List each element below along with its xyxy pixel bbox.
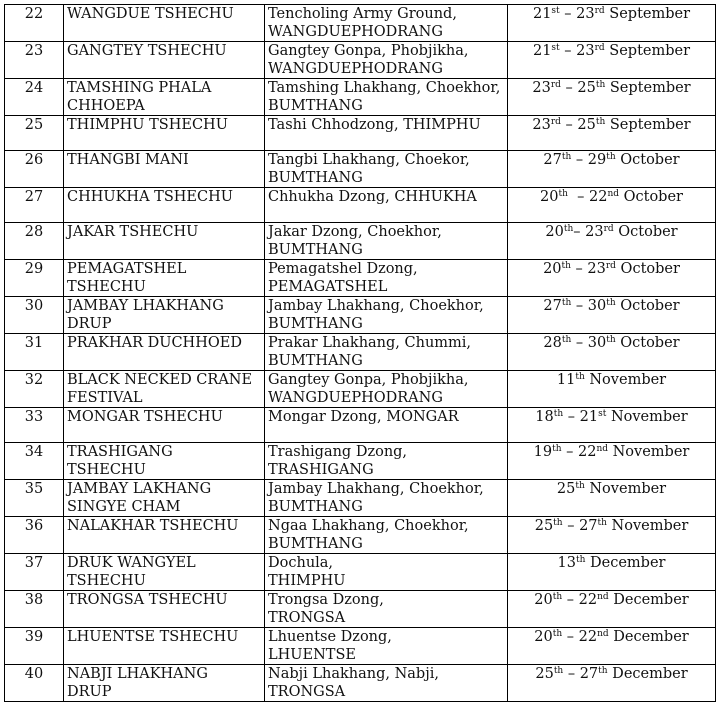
- row-number: 30: [5, 297, 64, 334]
- festival-name-line: LHUENTSE TSHECHU: [67, 629, 239, 645]
- festival-name: [64, 517, 265, 554]
- date-end-day: 29: [587, 152, 607, 168]
- row-number: 40: [5, 665, 64, 702]
- venue-line: BUMTHANG: [268, 241, 363, 258]
- date-month: December: [608, 629, 689, 645]
- festival-date: [508, 408, 716, 443]
- venue-line: Jambay Lhakhang, Choekhor,: [268, 298, 484, 314]
- date-separator: –: [559, 6, 577, 22]
- date-end-day: 22: [577, 444, 597, 460]
- date-start-day: 20: [534, 629, 553, 645]
- festival-name: [64, 480, 265, 517]
- venue-line: Tencholing Army Ground,: [268, 6, 457, 22]
- table-row: [5, 5, 716, 42]
- date-start-suffix: rd: [550, 117, 561, 127]
- date-start-day: 27: [543, 298, 562, 314]
- date-end-suffix: rd: [594, 43, 605, 53]
- festival-name-line: TSHECHU: [67, 461, 146, 478]
- date-start-suffix: th: [553, 666, 564, 676]
- festival-date: [508, 79, 716, 116]
- date-start-suffix: th: [575, 555, 586, 565]
- venue-line: THIMPHU: [268, 572, 346, 589]
- festival-date: [508, 443, 716, 480]
- venue: [265, 371, 508, 408]
- festival-name-line: THIMPHU TSHECHU: [67, 117, 228, 133]
- row-number: 32: [5, 371, 64, 408]
- date-end-suffix: nd: [607, 189, 619, 199]
- date-month: September: [605, 80, 691, 96]
- venue-line: BUMTHANG: [268, 169, 363, 186]
- date-month: October: [615, 261, 680, 277]
- festival-name-line: CHHOEPA: [67, 97, 145, 114]
- festival-name: [64, 665, 265, 702]
- date-month: October: [615, 152, 680, 168]
- date-end-day: 30: [587, 335, 607, 351]
- venue-line: BUMTHANG: [268, 352, 363, 369]
- date-separator: –: [562, 629, 579, 645]
- festival-name: [64, 408, 265, 443]
- venue-line: BUMTHANG: [268, 498, 363, 515]
- venue-line: PEMAGATSHEL: [268, 278, 388, 295]
- festival-name-line: WANGDUE TSHECHU: [67, 6, 234, 22]
- date-start-suffix: th: [561, 261, 571, 271]
- date-end-day: 27: [579, 666, 599, 682]
- row-number: 26: [5, 151, 64, 188]
- date-separator: –: [567, 189, 589, 205]
- festival-name-line: TRONGSA TSHECHU: [67, 592, 228, 608]
- festival-name-line: TAMSHING PHALA: [67, 80, 212, 96]
- festival-date: [508, 42, 716, 79]
- festival-name-line: JAKAR TSHECHU: [67, 224, 199, 240]
- festival-name: [64, 79, 265, 116]
- festival-name: [64, 116, 265, 151]
- table-row: [5, 554, 716, 591]
- festival-name: [64, 188, 265, 223]
- row-number: 29: [5, 260, 64, 297]
- table-body: [5, 5, 716, 702]
- table-row: [5, 223, 716, 260]
- date-start-day: 27: [543, 152, 562, 168]
- row-number: 36: [5, 517, 64, 554]
- festival-date: [508, 297, 716, 334]
- date-end-suffix: th: [597, 518, 607, 528]
- date-end-suffix: th: [595, 80, 606, 90]
- date-start-day: 28: [543, 335, 562, 351]
- venue: [265, 260, 508, 297]
- festival-name-line: TSHECHU: [67, 572, 146, 589]
- festival-name-line: DRUK WANGYEL: [67, 555, 196, 571]
- venue-line: Chhukha Dzong, CHHUKHA: [268, 189, 477, 205]
- date-separator: –: [561, 444, 578, 460]
- date-month: October: [615, 335, 680, 351]
- table-row: [5, 517, 716, 554]
- table-row: [5, 480, 716, 517]
- date-start-suffix: th: [552, 592, 563, 602]
- date-start-suffix: th: [575, 481, 585, 491]
- date-start-suffix: th: [561, 152, 572, 162]
- festival-name-line: SINGYE CHAM: [67, 498, 181, 515]
- festival-name: [64, 297, 265, 334]
- festival-date: [508, 665, 716, 702]
- venue: [265, 297, 508, 334]
- date-start-day: 20: [543, 261, 562, 277]
- table-row: [5, 79, 716, 116]
- festival-name: [64, 42, 265, 79]
- venue-line: Jakar Dzong, Choekhor,: [268, 224, 442, 240]
- venue-line: Dochula,: [268, 555, 334, 571]
- festival-name: [64, 554, 265, 591]
- date-start-day: 23: [532, 117, 551, 133]
- date-end-suffix: nd: [597, 629, 609, 639]
- date-start-day: 20: [540, 189, 559, 205]
- date-end-suffix: nd: [596, 444, 608, 454]
- festival-date: [508, 223, 716, 260]
- festival-date: [508, 334, 716, 371]
- date-end-day: 23: [576, 6, 595, 22]
- festival-name-line: NABJI LHAKHANG: [67, 666, 208, 682]
- date-separator: –: [560, 80, 578, 96]
- festival-date: [508, 188, 716, 223]
- venue-line: Pemagatshel Dzong,: [268, 261, 418, 277]
- venue: [265, 554, 508, 591]
- venue: [265, 334, 508, 371]
- row-number: 37: [5, 554, 64, 591]
- date-separator: –: [571, 335, 588, 351]
- date-month: October: [613, 224, 678, 240]
- venue: [265, 480, 508, 517]
- date-end-suffix: th: [606, 298, 616, 308]
- festival-date: [508, 371, 716, 408]
- date-start-day: 25: [556, 481, 576, 497]
- festival-name-line: BLACK NECKED CRANE: [67, 372, 253, 388]
- date-separator: –: [571, 298, 588, 314]
- festival-name: [64, 223, 265, 260]
- festival-name: [64, 5, 265, 42]
- venue: [265, 443, 508, 480]
- festival-date: [508, 116, 716, 151]
- festival-schedule-table: [4, 4, 716, 702]
- table-row: [5, 297, 716, 334]
- venue-line: WANGDUEPHODRANG: [268, 23, 443, 40]
- date-end-suffix: rd: [594, 6, 605, 16]
- festival-name-line: NALAKHAR TSHECHU: [67, 518, 239, 534]
- venue-line: Gangtey Gonpa, Phobjikha,: [268, 372, 469, 388]
- date-start-day: 25: [534, 518, 554, 534]
- venue: [265, 5, 508, 42]
- date-start-suffix: th: [563, 224, 574, 234]
- row-number: 35: [5, 480, 64, 517]
- date-month: December: [608, 592, 689, 608]
- date-end-suffix: rd: [603, 224, 614, 234]
- date-end-day: 23: [587, 261, 606, 277]
- venue-line: BUMTHANG: [268, 535, 363, 552]
- date-separator: –: [563, 666, 580, 682]
- venue: [265, 665, 508, 702]
- date-month: September: [604, 43, 691, 59]
- date-end-day: 21: [579, 409, 599, 425]
- row-number: 25: [5, 116, 64, 151]
- date-end-suffix: nd: [597, 592, 609, 602]
- date-end-suffix: th: [606, 152, 616, 162]
- venue-line: Tashi Chhodzong, THIMPHU: [268, 117, 481, 133]
- festival-date: [508, 480, 716, 517]
- date-start-suffix: th: [552, 444, 562, 454]
- festival-name-line: JAMBAY LHAKHANG: [67, 298, 224, 314]
- row-number: 27: [5, 188, 64, 223]
- row-number: 24: [5, 79, 64, 116]
- date-end-suffix: th: [595, 117, 606, 127]
- date-start-suffix: th: [553, 518, 563, 528]
- venue-line: Nabji Lhakhang, Nabji,: [268, 666, 439, 682]
- date-start-suffix: th: [553, 409, 564, 419]
- festival-name-line: JAMBAY LAKHANG: [67, 481, 212, 497]
- table-row: [5, 188, 716, 223]
- date-start-day: 11: [556, 372, 576, 388]
- venue-line: LHUENTSE: [268, 646, 356, 663]
- date-separator: –: [563, 409, 580, 425]
- date-start-day: 21: [532, 6, 552, 22]
- date-end-suffix: st: [598, 409, 607, 419]
- table-row: [5, 665, 716, 702]
- festival-name-line: CHHUKHA TSHECHU: [67, 189, 233, 205]
- date-start-day: 25: [535, 666, 554, 682]
- festival-date: [508, 554, 716, 591]
- date-start-suffix: rd: [550, 80, 561, 90]
- date-separator: –: [573, 224, 586, 240]
- venue-line: WANGDUEPHODRANG: [268, 389, 443, 406]
- venue-line: TRONGSA: [268, 683, 346, 700]
- table-row: [5, 408, 716, 443]
- venue-line: TRONGSA: [268, 609, 346, 626]
- venue: [265, 223, 508, 260]
- date-start-suffix: th: [552, 629, 563, 639]
- date-end-suffix: th: [606, 335, 616, 345]
- date-start-day: 13: [557, 555, 576, 571]
- table-row: [5, 260, 716, 297]
- row-number: 31: [5, 334, 64, 371]
- date-start-day: 23: [532, 80, 551, 96]
- date-end-day: 25: [577, 80, 596, 96]
- date-month: December: [607, 666, 688, 682]
- date-month: December: [585, 555, 666, 571]
- date-month: November: [606, 518, 689, 534]
- date-month: November: [584, 481, 667, 497]
- venue-line: Ngaa Lhakhang, Choekhor,: [268, 518, 469, 534]
- venue: [265, 116, 508, 151]
- venue-line: Prakar Lhakhang, Chummi,: [268, 335, 472, 351]
- festival-name: [64, 334, 265, 371]
- table-row: [5, 116, 716, 151]
- venue: [265, 517, 508, 554]
- festival-name-line: GANGTEY TSHECHU: [67, 43, 227, 59]
- venue-line: Lhuentse Dzong,: [268, 629, 392, 645]
- row-number: 22: [5, 5, 64, 42]
- venue: [265, 151, 508, 188]
- venue-line: BUMTHANG: [268, 315, 363, 332]
- venue-line: Tangbi Lhakhang, Choekor,: [268, 152, 470, 168]
- venue: [265, 591, 508, 628]
- festival-name-line: THANGBI MANI: [67, 152, 189, 168]
- table-row: [5, 371, 716, 408]
- table-row: [5, 443, 716, 480]
- date-end-suffix: th: [598, 666, 608, 676]
- date-end-day: 23: [576, 43, 595, 59]
- date-separator: –: [571, 152, 588, 168]
- date-start-day: 20: [545, 224, 564, 240]
- venue-line: Trongsa Dzong,: [268, 592, 384, 608]
- festival-name: [64, 628, 265, 665]
- date-end-day: 22: [578, 592, 598, 608]
- table-row: [5, 591, 716, 628]
- venue: [265, 408, 508, 443]
- date-end-day: 25: [577, 117, 596, 133]
- festival-name: [64, 151, 265, 188]
- date-start-suffix: th: [575, 372, 585, 382]
- row-number: 38: [5, 591, 64, 628]
- date-start-suffix: th: [561, 335, 572, 345]
- date-separator: –: [559, 43, 577, 59]
- date-month: November: [606, 409, 688, 425]
- row-number: 28: [5, 223, 64, 260]
- venue: [265, 42, 508, 79]
- venue-line: Trashigang Dzong,: [268, 444, 408, 460]
- festival-name-line: FESTIVAL: [67, 389, 143, 406]
- date-separator: –: [562, 592, 579, 608]
- date-end-day: 27: [579, 518, 598, 534]
- venue-line: Gangtey Gonpa, Phobjikha,: [268, 43, 469, 59]
- date-month: November: [608, 444, 690, 460]
- date-separator: –: [560, 117, 578, 133]
- festival-date: [508, 517, 716, 554]
- row-number: 34: [5, 443, 64, 480]
- date-start-suffix: st: [551, 43, 560, 53]
- date-month: October: [615, 298, 680, 314]
- table-row: [5, 42, 716, 79]
- festival-date: [508, 260, 716, 297]
- festival-date: [508, 5, 716, 42]
- date-start-suffix: st: [551, 6, 560, 16]
- date-start-day: 18: [535, 409, 554, 425]
- row-number: 39: [5, 628, 64, 665]
- date-end-day: 22: [578, 629, 598, 645]
- venue: [265, 628, 508, 665]
- festival-date: [508, 151, 716, 188]
- festival-name-line: TRASHIGANG: [67, 444, 173, 460]
- venue-line: Tamshing Lhakhang, Choekhor,: [268, 80, 501, 96]
- date-separator: –: [562, 518, 580, 534]
- festival-name: [64, 260, 265, 297]
- festival-name: [64, 591, 265, 628]
- date-month: September: [604, 6, 691, 22]
- date-month: November: [584, 372, 667, 388]
- festival-name-line: PEMAGATSHEL: [67, 261, 187, 277]
- date-start-day: 19: [533, 444, 553, 460]
- venue: [265, 188, 508, 223]
- row-number: 33: [5, 408, 64, 443]
- date-separator: –: [570, 261, 588, 277]
- date-end-suffix: rd: [605, 261, 616, 271]
- date-start-day: 20: [534, 592, 553, 608]
- venue-line: BUMTHANG: [268, 97, 363, 114]
- festival-name-line: TSHECHU: [67, 278, 146, 295]
- table-row: [5, 628, 716, 665]
- date-month: September: [605, 117, 691, 133]
- table-row: [5, 334, 716, 371]
- festival-date: [508, 591, 716, 628]
- date-start-suffix: th: [558, 189, 568, 199]
- venue: [265, 79, 508, 116]
- date-start-suffix: th: [561, 298, 572, 308]
- row-number: 23: [5, 42, 64, 79]
- date-start-day: 21: [532, 43, 552, 59]
- venue-line: Jambay Lhakhang, Choekhor,: [268, 481, 484, 497]
- venue-line: TRASHIGANG: [268, 461, 374, 478]
- festival-name-line: DRUP: [67, 683, 112, 700]
- table-row: [5, 151, 716, 188]
- festival-name: [64, 443, 265, 480]
- date-end-day: 23: [585, 224, 604, 240]
- festival-name-line: PRAKHAR DUCHHOED: [67, 335, 242, 351]
- festival-name-line: DRUP: [67, 315, 112, 332]
- date-end-day: 30: [587, 298, 607, 314]
- date-end-day: 22: [588, 189, 608, 205]
- festival-date: [508, 628, 716, 665]
- festival-name-line: MONGAR TSHECHU: [67, 409, 223, 425]
- festival-name: [64, 371, 265, 408]
- venue-line: Mongar Dzong, MONGAR: [268, 409, 459, 425]
- date-month: October: [619, 189, 683, 205]
- venue-line: WANGDUEPHODRANG: [268, 60, 443, 77]
